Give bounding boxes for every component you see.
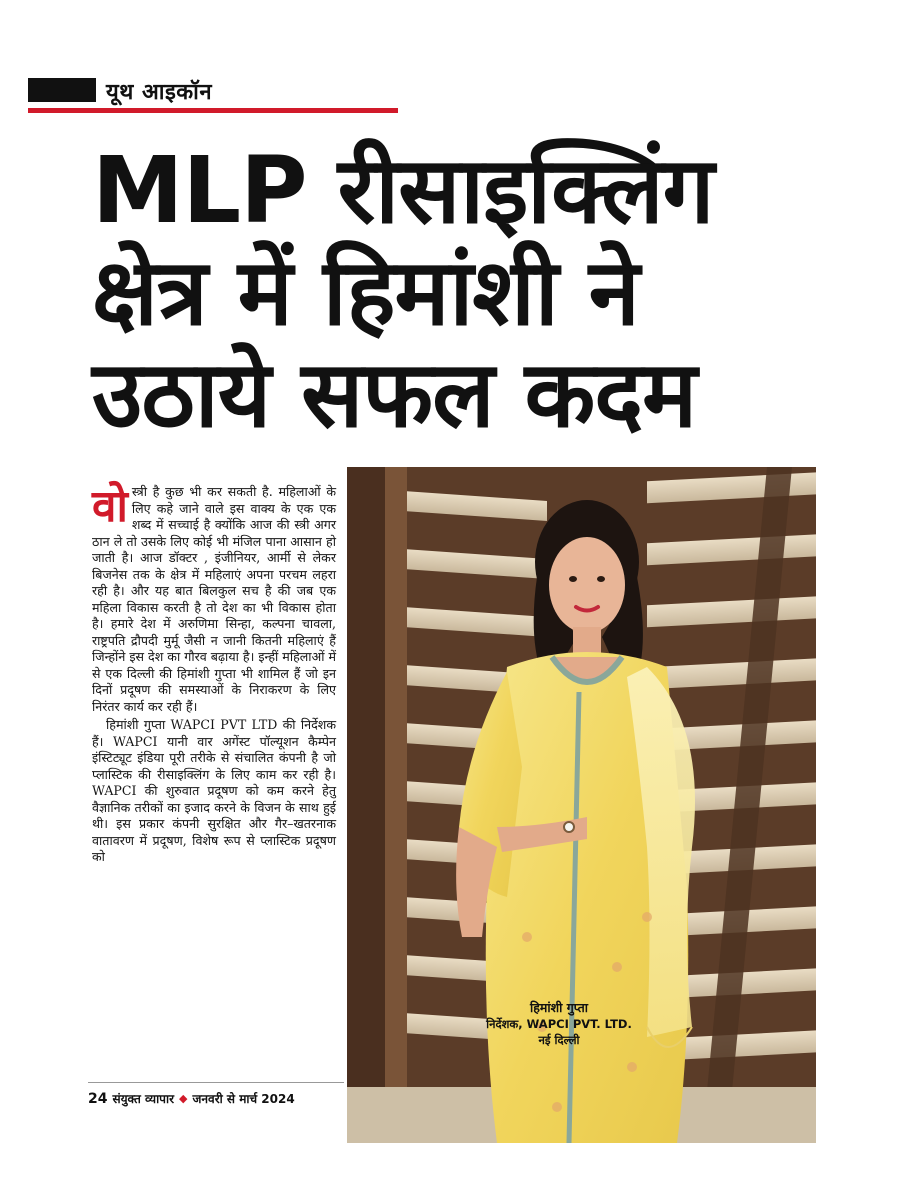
caption-title: निर्देशक, WAPCI PVT. LTD. bbox=[486, 1017, 632, 1031]
article-paragraph-1: स्त्री है कुछ भी कर सकती है. महिलाओं के लिए कहे जाने वाले इस वाक्य के एक एक शब्द में सच्चाई है क्योंकि आज की स्त्री अगर ठान ले तो उसके लिए कोई भी मंजिल पाना आसान हो जाती है। आज डॉक्टर , इंजीनियर, आर्मी से लेकर बिजनेस तक के क्षेत्र में महिलाएं अपना परचम लहरा रही है। और यह बात बिलकुल सच है की जब एक महिला विकास करती है तो देश का भी विकास होता है। हमारे देश में अरुणिमा सिन्हा, कल्पना चावला, राष्ट्रपति द्रौपदी मुर्मू जैसी न जानी कितनी महिलाएं हैं जिन्होंने इस देश का गौरव बढ़ाया है। इन्हीं महिलाओं में से एक दिल्ली की हिमांशी गुप्ता भी शामिल हैं जो इन दिनों प्रदूषण की समस्याओं के निराकरण के लिए निरंतर कार्य कर रही हैं। bbox=[92, 484, 336, 714]
issue-date: जनवरी से मार्च 2024 bbox=[192, 1092, 295, 1106]
drop-cap: वो bbox=[92, 481, 128, 532]
section-rule bbox=[28, 108, 398, 113]
caption-place: नई दिल्ली bbox=[538, 1033, 580, 1047]
article-body bbox=[92, 481, 336, 868]
section-marker-bar bbox=[28, 78, 96, 102]
page-number: 24 bbox=[88, 1090, 108, 1107]
footer-rule bbox=[88, 1082, 344, 1083]
publication-name: संयुक्त व्यापार bbox=[112, 1092, 175, 1106]
caption-name: हिमांशी गुप्ता bbox=[530, 1000, 588, 1015]
headline-line-3: उठाये सफल कदम bbox=[92, 341, 697, 448]
page-footer bbox=[88, 1090, 295, 1107]
headline-line-2: क्षेत्र में हिमांशी ने bbox=[92, 239, 639, 346]
diamond-icon: ◆ bbox=[179, 1092, 188, 1105]
headline-line-1: MLP रीसाइक्लिंग bbox=[92, 137, 714, 244]
article-paragraph-2: हिमांशी गुप्ता WAPCI PVT LTD की निर्देशक हैं। WAPCI यानी वार अगेंस्ट पॉल्यूशन कैम्पेन इंस्टिट्यूट इंडिया पूरी तरीके से संचालित कंपनी है जो प्लास्टिक की रीसाइक्लिंग के लिए काम कर रही है। WAPCI की शुरुवात प्रदूषण को कम करने हेतु वैज्ञानिक तरीकों का इजाद करने के विजन के साथ हुई थी। इस प्रकार कंपनी सुरक्षित और गैर–खतरनाक वातावरण में प्रदूषण, विशेष रूप से प्लास्टिक प्रदूषण को bbox=[92, 717, 336, 864]
headline bbox=[92, 137, 892, 448]
photo-caption bbox=[474, 1000, 644, 1048]
section-label: यूथ आइकॉन bbox=[106, 80, 213, 105]
